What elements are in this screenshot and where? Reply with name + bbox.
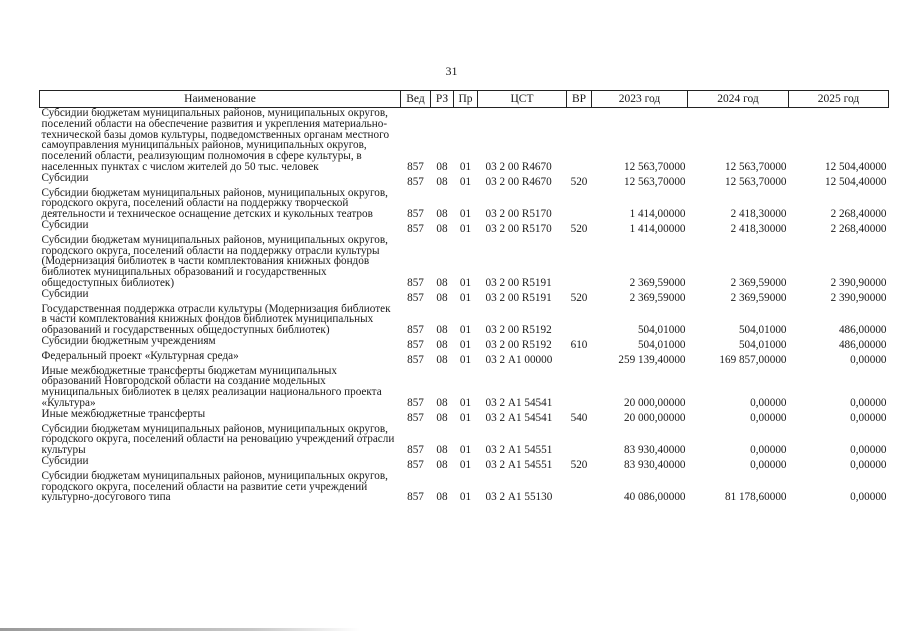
table-row [40, 471, 889, 503]
row-vr [567, 188, 592, 220]
header-cst: ЦСТ [478, 91, 567, 108]
row-cst: 03 2 А1 54551 [485, 444, 553, 457]
row-2024: 12 563,70000 [724, 175, 787, 188]
row-pr: 01 [459, 411, 472, 424]
row-ved: 857 [407, 396, 424, 409]
row-vr [567, 235, 592, 289]
row-2023: 12 563,70000 [623, 160, 686, 173]
row-pr: 01 [459, 491, 472, 504]
row-name: Иные межбюджетные трансферты [41, 407, 206, 420]
row-rz: 08 [436, 222, 448, 235]
row-rz: 08 [436, 411, 448, 424]
row-2023: 504,01000 [637, 338, 686, 351]
row-pr: 01 [459, 458, 472, 471]
row-name: Федеральный проект «Культурная среда» [41, 349, 239, 362]
row-2025: 0,00000 [850, 353, 887, 366]
row-2024: 0,00000 [750, 444, 787, 457]
row-2025: 0,00000 [850, 396, 887, 409]
header-vr: ВР [567, 91, 592, 108]
row-vr: 540 [570, 411, 588, 424]
row-ved: 857 [407, 353, 424, 366]
row-rz: 08 [436, 444, 448, 457]
row-rz: 08 [436, 458, 448, 471]
row-2024: 12 563,70000 [724, 160, 787, 173]
header-rz: РЗ [431, 91, 454, 108]
row-name: Субсидии бюджетам муниципальных районов, муниципальных округов, городского округа, поселений области на развитие сети учреждений культурно-досугового типа [41, 469, 388, 504]
row-2025: 0,00000 [850, 491, 887, 504]
row-name: Субсидии бюджетам муниципальных районов, муниципальных округов, городского округа, поселений области на поддержку творческой деятельности и техническое оснащение детских и кукольных театров [41, 186, 388, 221]
row-2025: 0,00000 [850, 411, 887, 424]
row-2023: 83 930,40000 [623, 458, 686, 471]
row-rz: 08 [436, 291, 448, 304]
row-name: Субсидии бюджетам муниципальных районов, муниципальных округов, городского округа, поселений области на реновацию учреждений отрасли культуры [41, 422, 395, 457]
row-rz: 08 [436, 175, 448, 188]
row-2025: 486,00000 [838, 324, 887, 337]
row-2024: 2 418,30000 [730, 208, 787, 221]
header-row [40, 91, 889, 108]
row-ved: 857 [407, 491, 424, 504]
row-pr: 01 [459, 324, 472, 337]
row-2023: 2 369,59000 [629, 276, 686, 289]
row-vr: 520 [570, 222, 588, 235]
header-pr: Пр [454, 91, 478, 108]
row-2025: 2 268,40000 [830, 208, 887, 221]
row-cst: 03 2 А1 54541 [485, 396, 553, 409]
table-row [40, 351, 889, 366]
row-2024: 0,00000 [750, 396, 787, 409]
row-ved: 857 [407, 444, 424, 457]
row-vr [567, 108, 592, 173]
row-2023: 40 086,00000 [623, 491, 686, 504]
row-2023: 1 414,00000 [629, 222, 686, 235]
header-ved: Вед [401, 91, 431, 108]
row-ved: 857 [407, 338, 424, 351]
row-name: Субсидии бюджетам муниципальных районов, муниципальных округов, городского округа, поселений области на поддержку отрасли культуры (Модернизация библиотек в части комплектования книжных фондов библиотек муниципальных образований и государственных общедоступных библиотек) [41, 233, 388, 289]
row-ved: 857 [407, 276, 424, 289]
row-vr [567, 351, 592, 366]
row-pr: 01 [459, 396, 472, 409]
header-2023: 2023 год [592, 91, 688, 108]
row-rz: 08 [436, 353, 448, 366]
table-row [40, 409, 889, 424]
row-rz: 08 [436, 276, 448, 289]
row-vr: 520 [570, 291, 588, 304]
budget-table [39, 90, 889, 503]
row-pr: 01 [459, 291, 472, 304]
row-2024: 0,00000 [750, 458, 787, 471]
row-cst: 03 2 А1 55130 [485, 491, 553, 504]
row-2025: 0,00000 [850, 458, 887, 471]
row-2023: 83 930,40000 [623, 444, 686, 457]
row-ved: 857 [407, 291, 424, 304]
row-2025: 12 504,40000 [824, 175, 887, 188]
row-2024: 2 369,59000 [730, 276, 787, 289]
row-name: Субсидии [41, 218, 89, 231]
row-2024: 504,01000 [738, 338, 787, 351]
row-ved: 857 [407, 324, 424, 337]
row-2024: 2 418,30000 [730, 222, 787, 235]
table-row [40, 108, 889, 173]
row-2024: 2 369,59000 [730, 291, 787, 304]
row-cst: 03 2 00 R5170 [485, 208, 552, 221]
row-2023: 20 000,00000 [623, 396, 686, 409]
table-row [40, 336, 889, 351]
row-name: Иные межбюджетные трансферты бюджетам муниципальных образований Новгородской области на создание модельных муниципальных библиотек в целях реализации национального проекта «Культура» [41, 364, 382, 409]
row-cst: 03 2 00 R4670 [485, 175, 552, 188]
row-cst: 03 2 00 R5192 [485, 338, 552, 351]
row-2023: 504,01000 [637, 324, 686, 337]
row-2023: 1 414,00000 [629, 208, 686, 221]
row-vr: 610 [570, 338, 588, 351]
row-2023: 20 000,00000 [623, 411, 686, 424]
table-row [40, 366, 889, 409]
row-name: Субсидии [41, 454, 89, 467]
row-rz: 08 [436, 396, 448, 409]
row-ved: 857 [407, 411, 424, 424]
row-vr [567, 366, 592, 409]
row-cst: 03 2 00 R5191 [485, 276, 552, 289]
row-rz: 08 [436, 160, 448, 173]
row-ved: 857 [407, 222, 424, 235]
row-pr: 01 [459, 208, 472, 221]
row-name: Государственная поддержка отрасли культуры (Модернизация библиотек в части комплектования книжных фондов библиотек муниципальных образований и государственных общедоступных библиотек) [41, 302, 391, 337]
table-row [40, 235, 889, 289]
row-name: Субсидии [41, 171, 89, 184]
row-pr: 01 [459, 444, 472, 457]
row-cst: 03 2 00 R5170 [485, 222, 552, 235]
row-cst: 03 2 А1 54551 [485, 458, 553, 471]
row-2025: 486,00000 [838, 338, 887, 351]
table-row [40, 289, 889, 304]
row-rz: 08 [436, 208, 448, 221]
row-vr: 520 [570, 458, 588, 471]
row-pr: 01 [459, 160, 472, 173]
row-vr [567, 424, 592, 456]
row-cst: 03 2 00 R5192 [485, 324, 552, 337]
row-vr: 520 [570, 175, 588, 188]
header-2025: 2025 год [789, 91, 889, 108]
scan-edge-line [0, 628, 360, 631]
table-row [40, 456, 889, 471]
table-row [40, 173, 889, 188]
row-cst: 03 2 00 R5191 [485, 291, 552, 304]
row-2023: 12 563,70000 [623, 175, 686, 188]
row-2025: 2 390,90000 [830, 291, 887, 304]
row-2025: 12 504,40000 [824, 160, 887, 173]
row-2023: 259 139,40000 [618, 353, 686, 366]
row-name: Субсидии бюджетным учреждениям [41, 334, 216, 347]
row-2025: 0,00000 [850, 444, 887, 457]
header-2024: 2024 год [688, 91, 789, 108]
row-pr: 01 [459, 276, 472, 289]
row-name: Субсидии бюджетам муниципальных районов, муниципальных округов, поселений области на обеспечение развития и укрепления материально-технической базы домов культуры, подведомственных органам местного самоуправления муниципальных районов, муниципальных округов, поселений области, реализующим полномочия в сфере культуры, в населенных пунктах с числом жителей до 50 тыс. человек [41, 107, 390, 173]
page-number: 31 [445, 64, 458, 78]
table-row [40, 304, 889, 336]
row-ved: 857 [407, 458, 424, 471]
row-2023: 2 369,59000 [629, 291, 686, 304]
row-2024: 81 178,60000 [724, 491, 787, 504]
row-rz: 08 [436, 491, 448, 504]
row-rz: 08 [436, 338, 448, 351]
row-2024: 169 857,00000 [719, 353, 787, 366]
row-ved: 857 [407, 175, 424, 188]
row-2024: 504,01000 [738, 324, 787, 337]
table-row [40, 188, 889, 220]
header-name: Наименование [40, 91, 401, 108]
table-row [40, 220, 889, 235]
row-2024: 0,00000 [750, 411, 787, 424]
row-cst: 03 2 00 R4670 [485, 160, 552, 173]
row-cst: 03 2 А1 54541 [485, 411, 553, 424]
row-vr [567, 471, 592, 503]
row-pr: 01 [459, 222, 472, 235]
row-vr [567, 304, 592, 336]
row-pr: 01 [459, 353, 472, 366]
row-pr: 01 [459, 338, 472, 351]
table-row [40, 424, 889, 456]
row-2025: 2 390,90000 [830, 276, 887, 289]
row-name: Субсидии [41, 287, 89, 300]
row-ved: 857 [407, 160, 424, 173]
row-2025: 2 268,40000 [830, 222, 887, 235]
row-pr: 01 [459, 175, 472, 188]
row-ved: 857 [407, 208, 424, 221]
row-cst: 03 2 А1 00000 [485, 353, 553, 366]
row-rz: 08 [436, 324, 448, 337]
